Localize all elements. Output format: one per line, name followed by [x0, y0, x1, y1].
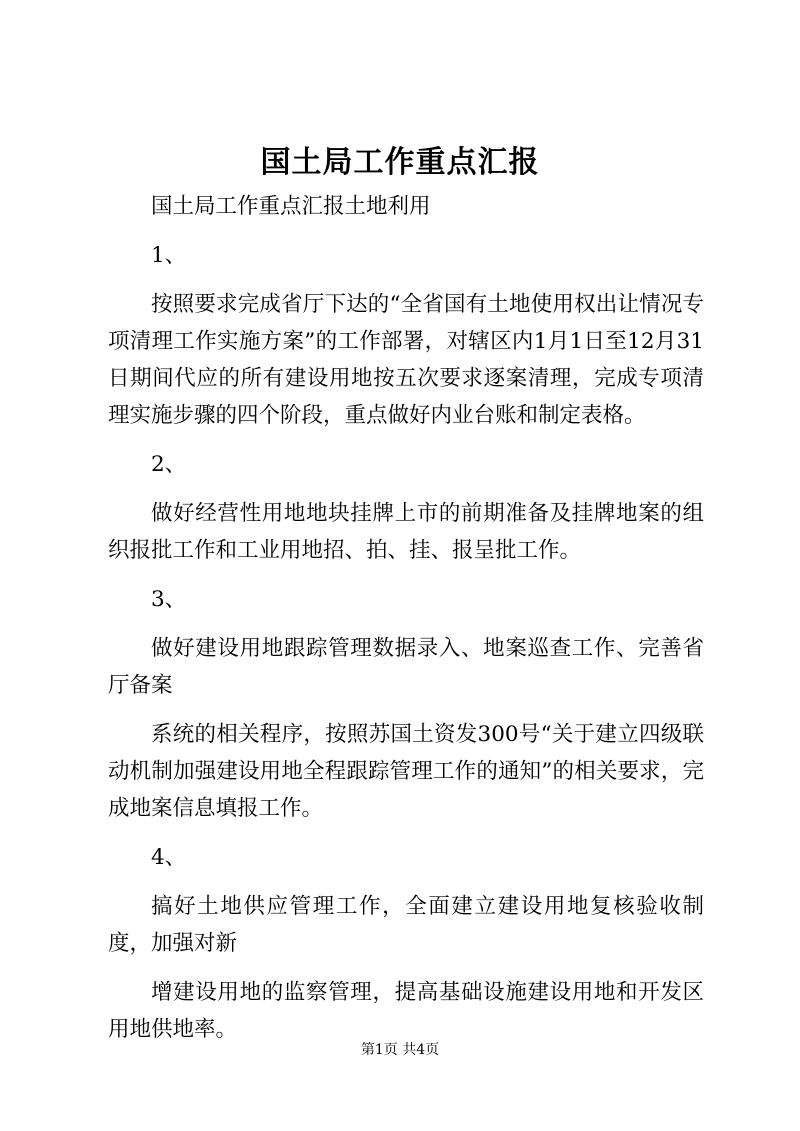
- item-number-4: 4、: [151, 845, 187, 870]
- paragraph-item-3b: 系统的相关程序，按照苏国土资发300号“关于建立四级联动机制加强建设用地全程跟踪管理工作的通知”的相关要求，完成地案信息填报工作。: [108, 722, 704, 821]
- document-body: [108, 188, 704, 1060]
- page-footer: 第1页 共4页: [360, 1042, 440, 1058]
- paragraph-item-2: 做好经营性用地地块挂牌上市的前期准备及挂牌地案的组织报批工作和工业用地招、拍、挂、报呈批工作。: [108, 501, 704, 563]
- paragraph-heading: 国土局工作重点汇报土地利用: [151, 194, 431, 219]
- item-number-2: 2、: [151, 452, 187, 477]
- paragraph-item-4a: 搞好土地供应管理工作，全面建立建设用地复核验收制度，加强对新: [108, 894, 704, 956]
- paragraph-item-3a: 做好建设用地跟踪管理数据录入、地案巡查工作、完善省厅备案: [108, 636, 704, 698]
- paragraph-item-4b: 增建设用地的监察管理，提高基础设施建设用地和开发区用地供地率。: [108, 980, 704, 1042]
- paragraph-item-1: 按照要求完成省厅下达的“全省国有土地使用权出让情况专项清理工作实施方案”的工作部署，对辖区内1月1日至12月31日期间代应的所有建设用地按五次要求逐案清理，完成专项清理实施步骤的四个阶段，重点做好内业台账和制定表格。: [108, 292, 704, 428]
- document-title: 国土局工作重点汇报: [260, 145, 540, 180]
- item-number-1: 1、: [151, 243, 187, 268]
- item-number-3: 3、: [151, 587, 187, 612]
